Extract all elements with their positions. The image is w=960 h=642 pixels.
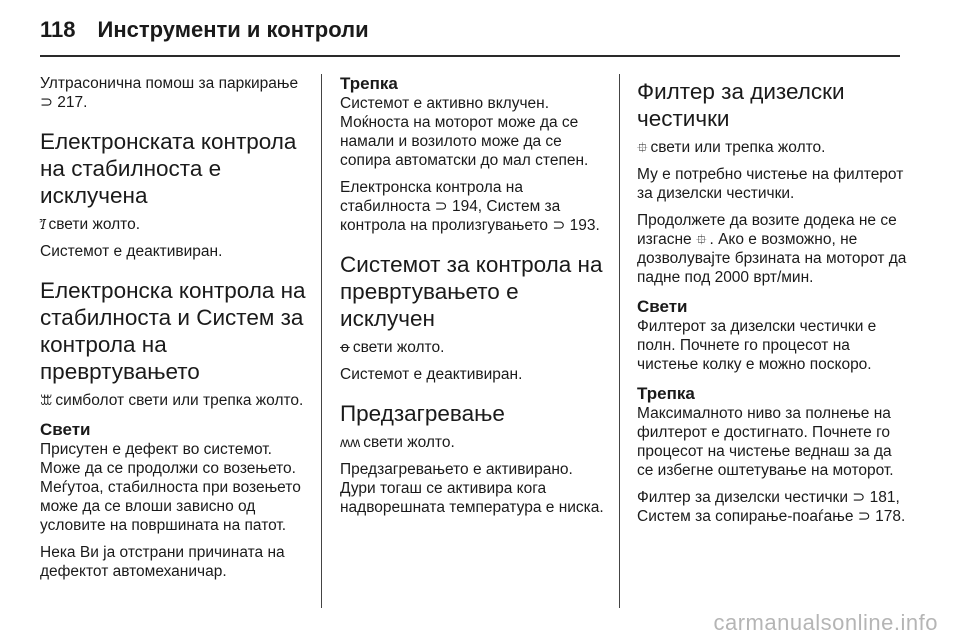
column-divider-2 xyxy=(619,74,620,608)
preheat-line: ʍʍ свети жолто. xyxy=(340,434,455,451)
tc-off-icon: ꝋ xyxy=(340,339,350,355)
column-1 xyxy=(40,74,310,589)
preheat-text-2: Предзагревањето е активирано. Дури тогаш се активира кога надворешната температура е ниска. xyxy=(340,461,604,516)
page-title: Инструменти и контроли xyxy=(97,17,369,42)
heading-dpf: Филтер за дизелски честички xyxy=(637,79,845,131)
page-number: 118 xyxy=(40,17,76,42)
header-rule xyxy=(40,55,900,57)
dpf-line: ⯐ свети или трепка жолто. xyxy=(637,139,826,156)
column-2 xyxy=(340,74,610,525)
tc-off-status: Системот е деактивиран. xyxy=(340,366,523,383)
dpf-inline-icon: ⯐ xyxy=(695,231,707,247)
esc-off-icon: Ꞽ xyxy=(40,216,46,232)
esc-tc-line: ꕭ симболот свети или трепка жолто. xyxy=(40,392,304,409)
heading-dpf-trepka: Трепка xyxy=(637,384,695,403)
heading-trepka: Трепка xyxy=(340,74,398,93)
dpf-text-3: Продолжете да возите додека не се изгасне ⯐ . Ако е возможно, не дозволувајте брзината на моторот да падне под 2000 врт/мин. xyxy=(637,212,907,286)
trepka-text: Системот е активно вклучен. Моќноста на моторот може да се намали и возилото може да се сопира автоматски до мал степен. xyxy=(340,95,589,169)
watermark: carmanualsonline.info xyxy=(713,610,938,635)
preheat-icon: ʍʍ xyxy=(340,434,361,450)
page-header xyxy=(40,14,920,46)
dpf-icon: ⯐ xyxy=(637,139,648,155)
dpf-trepka-text: Максималното ниво за полнење на филтерот е достигнато. Почнете го процесот на чистење веднаш за да се избегне оштетување на моторот. xyxy=(637,405,894,479)
dpf-trepka-text-2: Филтер за дизелски честички ⊃ 181, Систем за сопирање-поаѓање ⊃ 178. xyxy=(637,489,906,525)
heading-esc-tc: Електронска контрола на стабилноста и Систем за контрола на превртувањето xyxy=(40,278,306,384)
column-divider-1 xyxy=(321,74,322,608)
tc-off-line: ꝋ свети жолто. xyxy=(340,339,445,356)
intro-text: Ултрасонична помош за паркирање ⊃ 217. xyxy=(40,75,299,111)
trepka-text-2: Електронска контрола на стабилноста ⊃ 194, Систем за контрола на пролизгувањето ⊃ 193. xyxy=(340,179,600,234)
dpf-sveti-text: Филтерот за дизелски честички е полн. Почнете го процесот на чистење колку е можно поскоро. xyxy=(637,318,877,373)
sveti-text-2: Нека Ви ја отстрани причината на дефектот автомеханичар. xyxy=(40,544,285,580)
heading-esc-off: Електронската контрола на стабилноста е исклучена xyxy=(40,129,297,208)
heading-dpf-sveti: Свети xyxy=(637,297,688,316)
esc-off-line: Ꞽ свети жолто. xyxy=(40,216,141,233)
heading-tc-off: Системот за контрола на превртувањето е исклучен xyxy=(340,252,603,331)
heading-preheat: Предзагревање xyxy=(340,401,505,426)
esc-tc-icon: ꕭ xyxy=(40,392,53,408)
sveti-text: Присутен е дефект во системот. Може да се продолжи со возењето. Меѓутоа, стабилноста при возењето може да се влоши зависно од условите на површината на патот. xyxy=(40,441,301,534)
dpf-text-2: Му е потребно чистење на филтерот за дизелски честички. xyxy=(637,166,904,202)
heading-sveti: Свети xyxy=(40,420,91,439)
esc-off-status: Системот е деактивиран. xyxy=(40,243,223,260)
column-3 xyxy=(637,74,907,534)
